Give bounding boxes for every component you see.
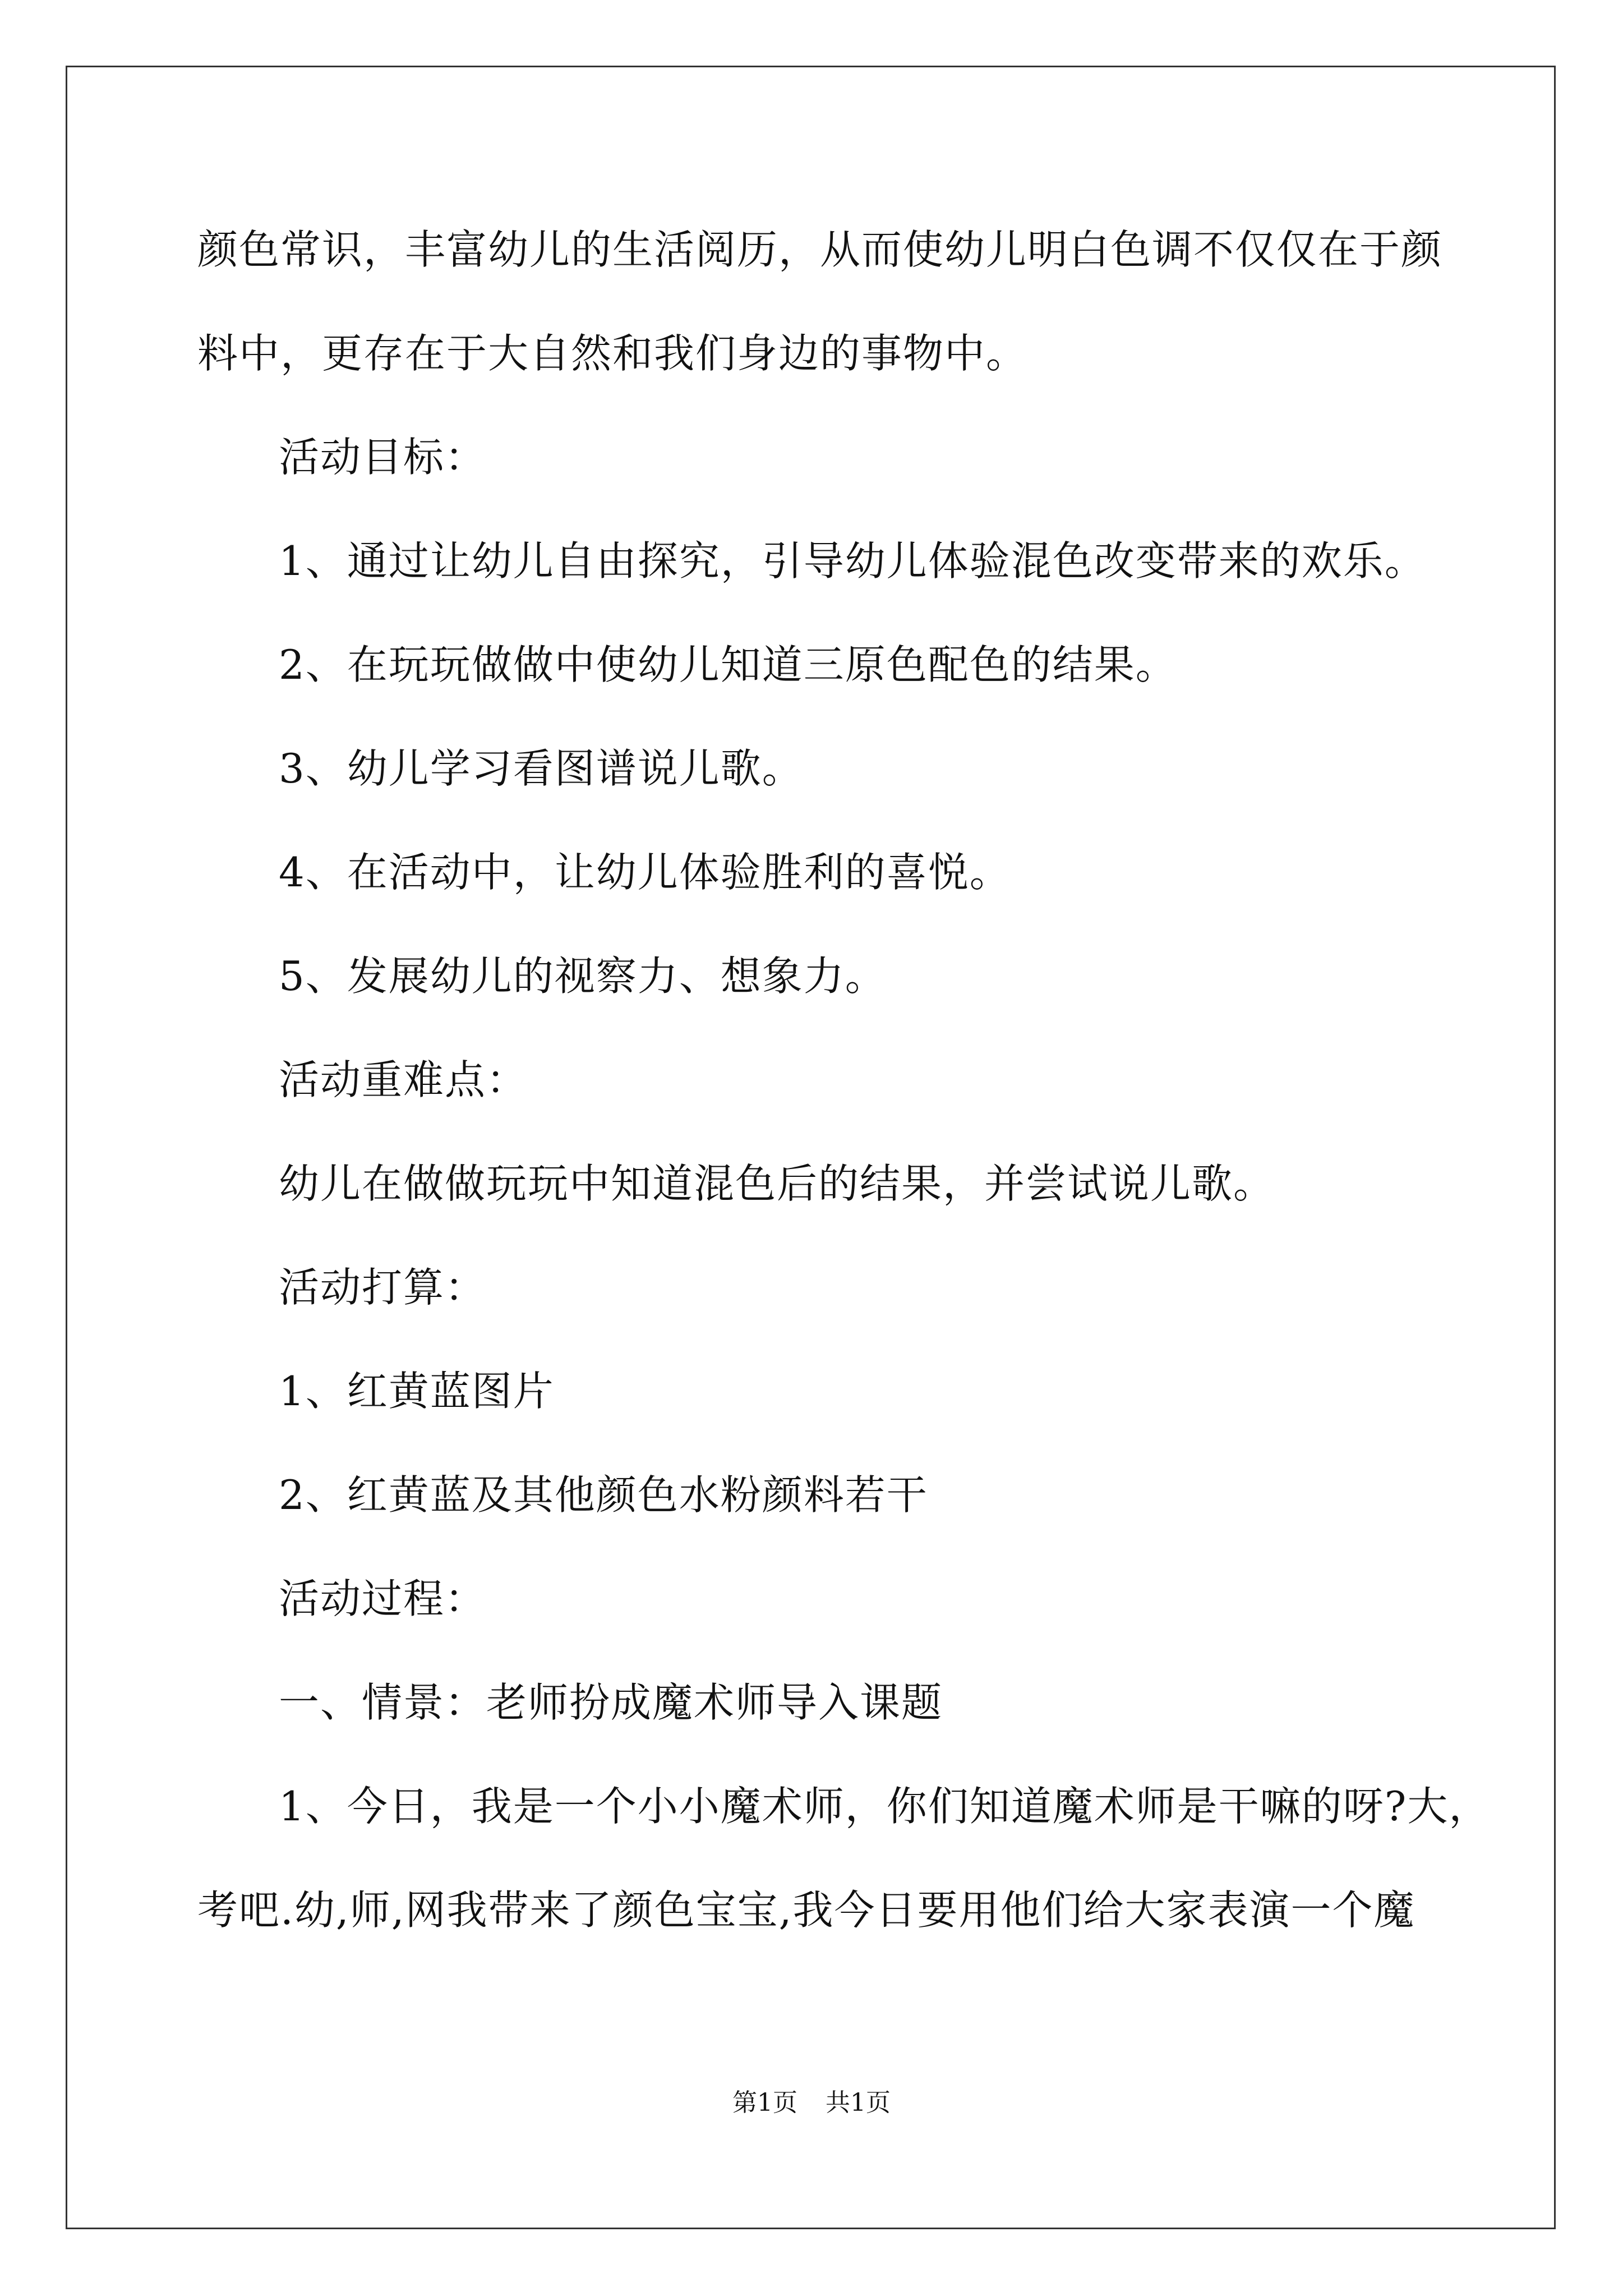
goal-item-5: 5、发展幼儿的视察力、想象力。 <box>279 953 887 1000</box>
goal-item-4: 4、在活动中，让幼儿体验胜利的喜悦。 <box>279 849 1011 896</box>
goal-item-1: 1、通过让幼儿自由探究，引导幼儿体验混色改变带来的欢乐。 <box>279 537 1426 585</box>
section-heading-goals: 活动目标： <box>279 434 487 481</box>
preparation-item-2: 2、红黄蓝及其他颜色水粉颜料若干 <box>279 1471 928 1519</box>
body-line-1: 颜色常识，丰富幼儿的生活阅历，从而使幼儿明白色调不仅仅在于颜 <box>197 226 1443 273</box>
page-number-current: 第1页 <box>732 2088 797 2117</box>
section-heading-key-points: 活动重难点： <box>279 1056 528 1103</box>
page-footer <box>0 2086 1623 2120</box>
section-heading-preparation: 活动打算： <box>279 1264 487 1311</box>
preparation-item-1: 1、红黄蓝图片 <box>279 1368 555 1415</box>
key-points-text: 幼儿在做做玩玩中知道混色后的结果，并尝试说儿歌。 <box>279 1160 1275 1207</box>
section-heading-process: 活动过程： <box>279 1575 487 1622</box>
process-text-line-2: 考吧.幼,师,网我带来了颜色宝宝,我今日要用他们给大家表演一个魔 <box>197 1887 1415 1934</box>
body-line-2: 料中，更存在于大自然和我们身边的事物中。 <box>197 330 1028 377</box>
process-step-1-heading: 一、情景：老师扮成魔术师导入课题 <box>279 1679 943 1726</box>
goal-item-2: 2、在玩玩做做中使幼儿知道三原色配色的结果。 <box>279 641 1177 688</box>
page-number-total: 共1页 <box>826 2088 891 2117</box>
goal-item-3: 3、幼儿学习看图谱说儿歌。 <box>279 745 804 792</box>
process-text-line-1: 1、今日，我是一个小小魔术师，你们知道魔术师是干嘛的呀?大， <box>279 1783 1491 1830</box>
